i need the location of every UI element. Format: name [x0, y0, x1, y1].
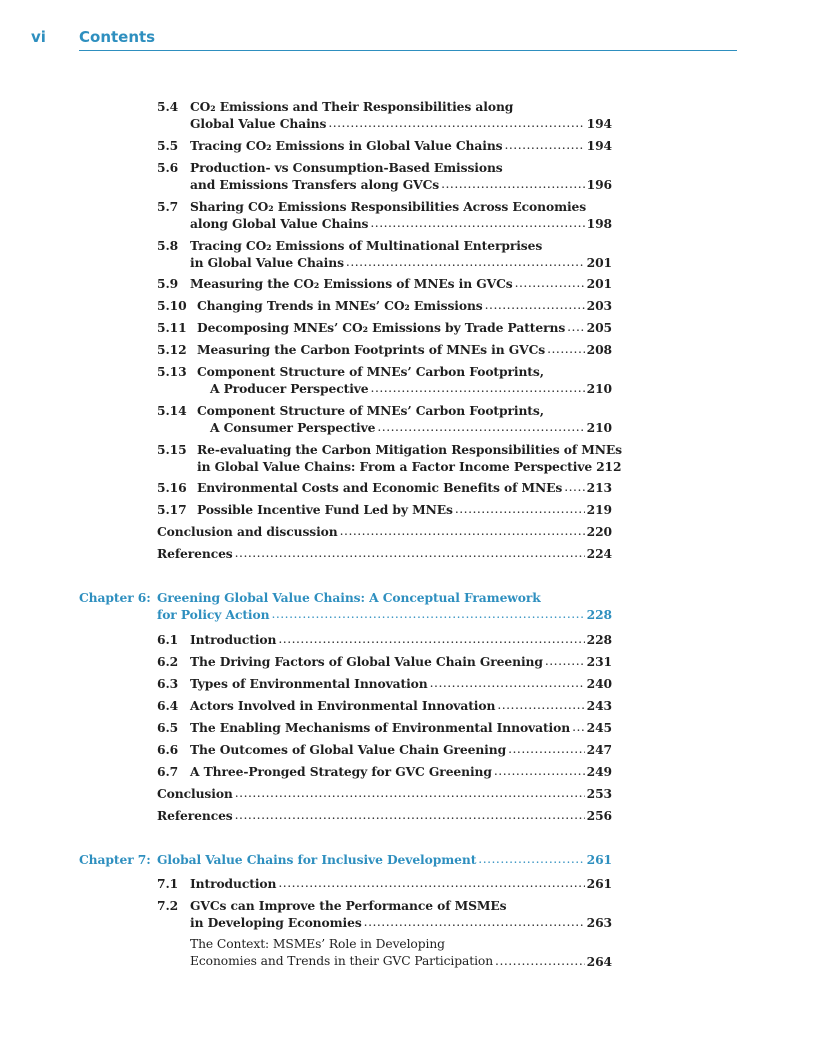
toc-page-number: 213: [586, 480, 612, 495]
toc-entry-number: 5.13: [157, 364, 187, 379]
running-title: Contents: [79, 28, 156, 46]
dot-leader: [572, 719, 585, 736]
dot-leader: [278, 631, 584, 648]
toc-entry-title: for Policy Action: [157, 607, 270, 622]
toc-entry-title: along Global Value Chains: [190, 216, 369, 231]
dot-leader: [564, 479, 584, 496]
toc-entry-title: Introduction: [190, 876, 277, 891]
toc-entry-title: in Global Value Chains: [190, 255, 344, 270]
toc-page-number: 224: [586, 546, 612, 561]
toc-entry[interactable]: [157, 631, 612, 648]
toc-entry[interactable]: [157, 675, 612, 692]
toc-chapter-entry[interactable]: [79, 589, 612, 623]
toc-entry-title: Decomposing MNEs’ CO₂ Emissions by Trade Patterns: [197, 320, 566, 335]
toc-entry[interactable]: [157, 897, 612, 931]
toc-entry[interactable]: [157, 697, 612, 714]
toc-page-number: 249: [586, 764, 612, 779]
dot-leader: [346, 254, 585, 271]
toc-entry-number: 5.16: [157, 480, 187, 495]
toc-entry-title: The Enabling Mechanisms of Environmental Innovation: [190, 720, 571, 735]
toc-entry-number: Chapter 6:: [79, 590, 151, 605]
toc-page-number: 231: [586, 654, 612, 669]
toc-page-number: 194: [586, 116, 612, 131]
toc-page-number: 228: [586, 607, 612, 622]
toc-entry-number: 5.9: [157, 276, 179, 291]
toc-entry-title: Component Structure of MNEs’ Carbon Footprints,: [197, 364, 544, 379]
dot-leader: [235, 785, 585, 802]
dot-leader: [340, 523, 585, 540]
dot-leader: [455, 501, 585, 518]
toc-entry[interactable]: [157, 363, 612, 397]
toc-entry-title: GVCs can Improve the Performance of MSMEs: [190, 898, 507, 913]
toc-entry-title: Sharing CO₂ Emissions Responsibilities Across Economies: [190, 199, 587, 214]
page-header: [0, 28, 816, 52]
toc-entry[interactable]: [157, 523, 612, 540]
dot-leader: [364, 914, 585, 931]
toc-entry-title: in Global Value Chains: From a Factor Income Perspective: [197, 459, 593, 474]
toc-page-number: 219: [586, 502, 612, 517]
toc-entry-title: A Three-Pronged Strategy for GVC Greening: [190, 764, 492, 779]
toc-page-number: 245: [586, 720, 612, 735]
toc-entry-title: Types of Environmental Innovation: [190, 676, 428, 691]
toc-entry[interactable]: [157, 763, 612, 780]
dot-leader: [545, 653, 585, 670]
toc-entry-title: Measuring the Carbon Footprints of MNEs in GVCs: [197, 342, 546, 357]
toc-entry-number: 5.15: [157, 442, 187, 457]
dot-leader: [278, 875, 584, 892]
toc-entry-number: 5.6: [157, 160, 179, 175]
toc-entry[interactable]: [157, 653, 612, 670]
toc-entry-title: and Emissions Transfers along GVCs: [190, 177, 440, 192]
toc-entry-number: 6.1: [157, 632, 179, 647]
toc-entry-title: Tracing CO₂ Emissions of Multinational Enterprises: [190, 238, 543, 253]
page-number: vi: [31, 28, 46, 46]
toc-page-number: 194: [586, 138, 612, 153]
dot-leader: [485, 297, 585, 314]
toc-entry-number: 5.4: [157, 99, 179, 114]
toc-entry[interactable]: [157, 341, 612, 358]
toc-entry-number: 5.8: [157, 238, 179, 253]
toc-entry-title: Component Structure of MNEs’ Carbon Footprints,: [197, 403, 544, 418]
toc-entry[interactable]: [157, 719, 612, 736]
toc-entry-title: References: [157, 546, 233, 561]
dot-leader: [504, 137, 584, 154]
toc-entry-title: Possible Incentive Fund Led by MNEs: [197, 502, 453, 517]
toc-entry-title: Tracing CO₂ Emissions in Global Value Chains: [190, 138, 503, 153]
toc-entry[interactable]: [157, 441, 623, 475]
toc-entry[interactable]: [157, 875, 612, 892]
toc-page-number: 264: [586, 954, 612, 969]
toc-entry[interactable]: [157, 198, 612, 232]
toc-entry[interactable]: [157, 275, 612, 292]
dot-leader: [515, 275, 585, 292]
toc-entry[interactable]: [157, 98, 612, 132]
toc-page-number: 208: [586, 342, 612, 357]
dot-leader: [235, 807, 585, 824]
toc-entry-title: The Context: MSMEs’ Role in Developing: [190, 937, 445, 951]
toc-page-number: 228: [586, 632, 612, 647]
toc-entry[interactable]: [157, 936, 612, 970]
toc-entry[interactable]: [157, 137, 612, 154]
toc-entry-number: 6.5: [157, 720, 179, 735]
dot-leader: [271, 606, 584, 623]
toc-page-number: 205: [586, 320, 612, 335]
toc-entry-title: Greening Global Value Chains: A Conceptual Framework: [157, 590, 541, 605]
toc-entry[interactable]: [157, 741, 612, 758]
dot-leader: [328, 115, 584, 132]
dot-leader: [497, 697, 584, 714]
toc-page-number: 261: [586, 876, 612, 891]
toc-entry-number: 6.3: [157, 676, 179, 691]
toc-entry-number: 6.4: [157, 698, 179, 713]
toc-entry-title: Introduction: [190, 632, 277, 647]
dot-leader: [567, 319, 584, 336]
toc-entry-number: 6.6: [157, 742, 179, 757]
dot-leader: [377, 419, 584, 436]
toc-entry-title: The Outcomes of Global Value Chain Greening: [190, 742, 507, 757]
toc-entry-title: Re-evaluating the Carbon Mitigation Responsibilities of MNEs: [197, 442, 623, 457]
toc-entry-number: 7.1: [157, 876, 179, 891]
dot-leader: [430, 675, 585, 692]
dot-leader: [478, 851, 584, 868]
dot-leader: [441, 176, 585, 193]
toc-entry-number: 5.12: [157, 342, 187, 357]
toc-entry-title: Changing Trends in MNEs’ CO₂ Emissions: [197, 298, 483, 313]
toc-entry-title: A Consumer Perspective: [210, 420, 376, 435]
toc-entry-number: 5.14: [157, 403, 187, 418]
toc-page-number: 210: [586, 420, 612, 435]
toc-page-number: 201: [586, 255, 612, 270]
toc-page-number: 261: [586, 852, 612, 867]
toc-chapter-entry[interactable]: [79, 851, 612, 868]
toc-entry[interactable]: [157, 402, 612, 436]
toc-entry[interactable]: [157, 479, 612, 496]
toc-page-number: 201: [586, 276, 612, 291]
toc-entry-title: Global Value Chains for Inclusive Development: [157, 852, 477, 867]
toc-page-number: 253: [586, 786, 612, 801]
dot-leader: [508, 741, 585, 758]
toc-entry-title: Conclusion: [157, 786, 233, 801]
dot-leader: [494, 763, 585, 780]
toc-entry[interactable]: [157, 159, 612, 193]
toc-entry-title: in Developing Economies: [190, 915, 362, 930]
dot-leader: [371, 380, 585, 397]
toc-entry-title: Global Value Chains: [190, 116, 327, 131]
toc-entry[interactable]: [157, 807, 612, 824]
toc-page-number: 220: [586, 524, 612, 539]
toc-entry-title: Actors Involved in Environmental Innovation: [190, 698, 496, 713]
toc-page-number: 263: [586, 915, 612, 930]
toc-entry-number: 5.5: [157, 138, 179, 153]
toc-entry-number: 6.2: [157, 654, 179, 669]
toc-page-number: 210: [586, 381, 612, 396]
toc-entry-number: 5.7: [157, 199, 179, 214]
toc-entry[interactable]: [157, 785, 612, 802]
toc-entry-title: CO₂ Emissions and Their Responsibilities along: [190, 99, 514, 114]
dot-leader: [547, 341, 585, 358]
toc-entry-number: 5.17: [157, 502, 187, 517]
header-rule: [79, 50, 737, 51]
toc-entry-number: 7.2: [157, 898, 179, 913]
toc-page-number: 243: [586, 698, 612, 713]
toc-page-number: 256: [586, 808, 612, 823]
toc-page-number: 196: [586, 177, 612, 192]
toc-entry-title: Conclusion and discussion: [157, 524, 338, 539]
toc-entry-number: Chapter 7:: [79, 852, 151, 867]
toc-entry-number: 6.7: [157, 764, 179, 779]
toc-page-number: 198: [586, 216, 612, 231]
toc-entry-title: References: [157, 808, 233, 823]
toc-entry-title: Measuring the CO₂ Emissions of MNEs in GVCs: [190, 276, 513, 291]
toc-entry-title: The Driving Factors of Global Value Chain Greening: [190, 654, 543, 669]
toc-entry[interactable]: [157, 501, 612, 518]
toc-entry[interactable]: [157, 297, 612, 314]
toc-entry[interactable]: [157, 319, 612, 336]
toc-entry-number: 5.10: [157, 298, 187, 313]
toc-page-number: 212: [596, 459, 622, 474]
toc-entry[interactable]: [157, 545, 612, 562]
toc-page-number: 240: [586, 676, 612, 691]
dot-leader: [370, 215, 584, 232]
toc-page-number: 247: [586, 742, 612, 757]
toc-entry-title: Economies and Trends in their GVC Participation: [190, 954, 494, 968]
toc-entry-title: A Producer Perspective: [210, 381, 369, 396]
toc-entry[interactable]: [157, 237, 612, 271]
dot-leader: [495, 953, 585, 970]
toc-entry-number: 5.11: [157, 320, 187, 335]
toc-entry-title: Environmental Costs and Economic Benefits of MNEs: [197, 480, 563, 495]
dot-leader: [235, 545, 585, 562]
toc-entry-title: Production- vs Consumption-Based Emissions: [190, 160, 503, 175]
toc-page-number: 203: [586, 298, 612, 313]
